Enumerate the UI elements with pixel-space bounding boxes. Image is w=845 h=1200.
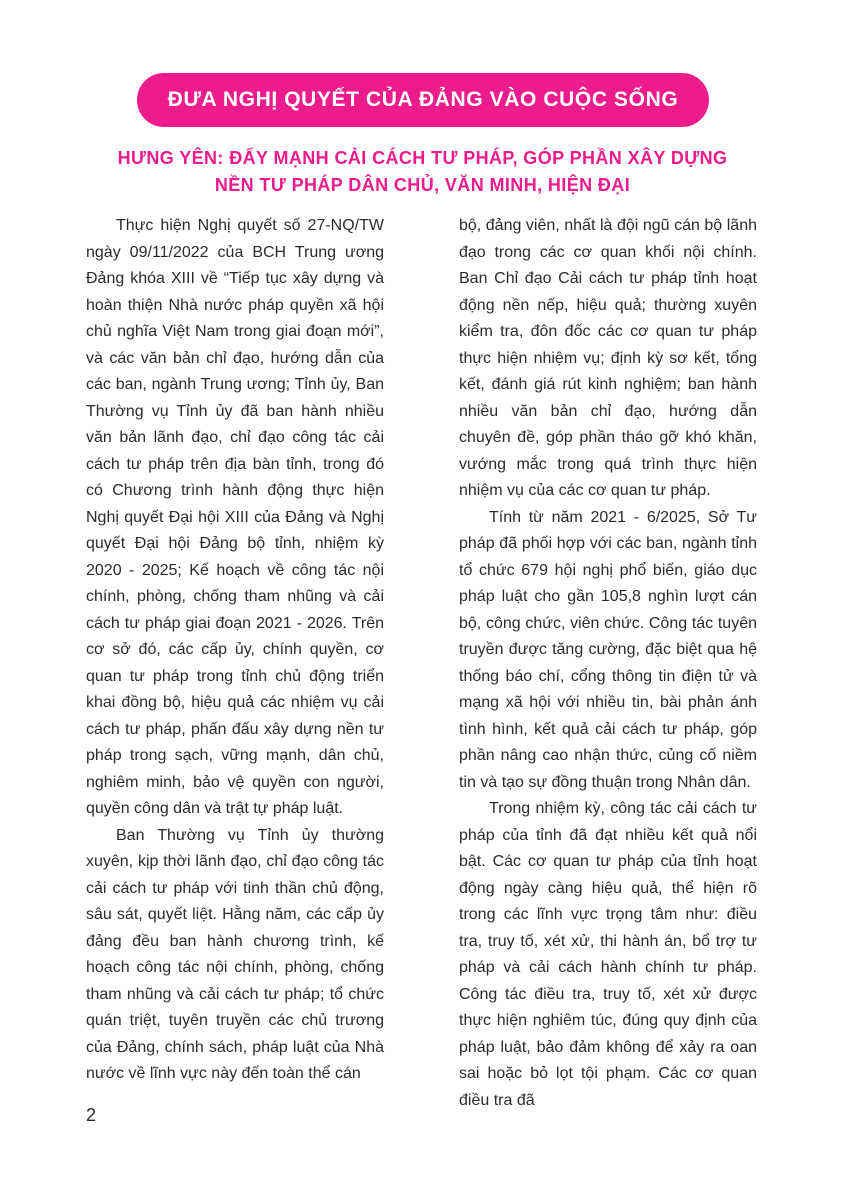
paragraph-continued: bộ, đảng viên, nhất là đội ngũ cán bộ lãnh đạo trong các cơ quan khối nội chính. Ban Chỉ đạo Cải cách tư pháp tỉnh hoạt động nền nếp, hiệu quả; thường xuyên kiểm tra, đôn đốc các cơ quan tư pháp thực hiện nhiệm vụ; định kỳ sơ kết, tổng kết, đánh giá rút kinh nghiệm; ban hành nhiều văn bản chỉ đạo, hướng dẫn chuyên đề, góp phần tháo gỡ khó khăn, vướng mắc trong quá trình thực hiện nhiệm vụ của các cơ quan tư pháp. [459,217,757,499]
paragraph: Thực hiện Nghị quyết số 27-NQ/TW ngày 09/11/2022 của BCH Trung ương Đảng khóa XIII về “Tiếp tục xây dựng và hoàn thiện Nhà nước pháp quyền xã hội chủ nghĩa Việt Nam trong giai đoạn mới”, và các văn bản chỉ đạo, hướng dẫn của các ban, ngành Trung ương; Tỉnh ủy, Ban Thường vụ Tỉnh ủy đã ban hành nhiều văn bản lãnh đạo, chỉ đạo công tác cải cách tư pháp trên địa bàn tỉnh, trong đó có Chương trình hành động thực hiện Nghị quyết Đại hội XIII của Đảng và Nghị quyết Đại hội Đảng bộ tỉnh, nhiệm kỳ 2020 - 2025; Kế hoạch về công tác nội chính, phòng, chống tham nhũng và cải cách tư pháp giai đoạn 2021 - 2026. Trên cơ sở đó, các cấp ủy, chính quyền, cơ quan tư pháp trong tỉnh chủ động triển khai đồng bộ, hiệu quả các nhiệm vụ cải cách tư pháp, phấn đấu xây dựng nền tư pháp trong sạch, vững mạnh, dân chủ, nghiêm minh, bảo vệ quyền con người, quyền công dân và trật tự pháp luật. [86,217,384,817]
section-banner [137,73,709,127]
headline-line-1: HƯNG YÊN: ĐẨY MẠNH CẢI CÁCH TƯ PHÁP, GÓP PHẦN XÂY DỰNG [117,148,728,168]
right-column [459,213,757,1114]
article-headline [60,145,785,199]
left-column [86,213,384,1088]
section-banner-text: ĐƯA NGHỊ QUYẾT CỦA ĐẢNG VÀO CUỘC SỐNG [167,88,679,111]
headline-line-2: NỀN TƯ PHÁP DÂN CHỦ, VĂN MINH, HIỆN ĐẠI [214,175,631,195]
paragraph: Trong nhiệm kỳ, công tác cải cách tư pháp của tỉnh đã đạt nhiều kết quả nổi bật. Các cơ quan tư pháp của tỉnh hoạt động ngày càng hiệu quả, thể hiện rõ trong các lĩnh vực trọng tâm như: điều tra, truy tố, xét xử, thi hành án, bổ trợ tư pháp và cải cách hành chính tư pháp. Công tác điều tra, truy tố, xét xử được thực hiện nghiêm túc, đúng quy định của pháp luật, bảo đảm không để xảy ra oan sai hoặc bỏ lọt tội phạm. Các cơ quan điều tra đã [459,800,757,1109]
page-number: 2 [86,1105,97,1125]
paragraph: Tính từ năm 2021 - 6/2025, Sở Tư pháp đã phối hợp với các ban, ngành tỉnh tổ chức 679 hội nghị phổ biến, giáo dục pháp luật cho gần 105,8 nghìn lượt cán bộ, công chức, viên chức. Công tác tuyên truyền được tăng cường, đặc biệt qua hệ thống báo chí, cổng thông tin điện tử và mạng xã hội với nhiều tin, bài phản ánh tình hình, kết quả cải cách tư pháp, góp phần nâng cao nhận thức, củng cố niềm tin và tạo sự đồng thuận trong Nhân dân. [459,508,757,791]
paragraph: Ban Thường vụ Tỉnh ủy thường xuyên, kịp thời lãnh đạo, chỉ đạo công tác cải cách tư pháp với tinh thần chủ động, sâu sát, quyết liệt. Hằng năm, các cấp ủy đảng đều ban hành chương trình, kế hoạch công tác nội chính, phòng, chống tham nhũng và cải cách tư pháp; tổ chức quán triệt, tuyên truyền các chủ trương của Đảng, chính sách, pháp luật của Nhà nước về lĩnh vực này đến toàn thể cán [86,826,384,1082]
